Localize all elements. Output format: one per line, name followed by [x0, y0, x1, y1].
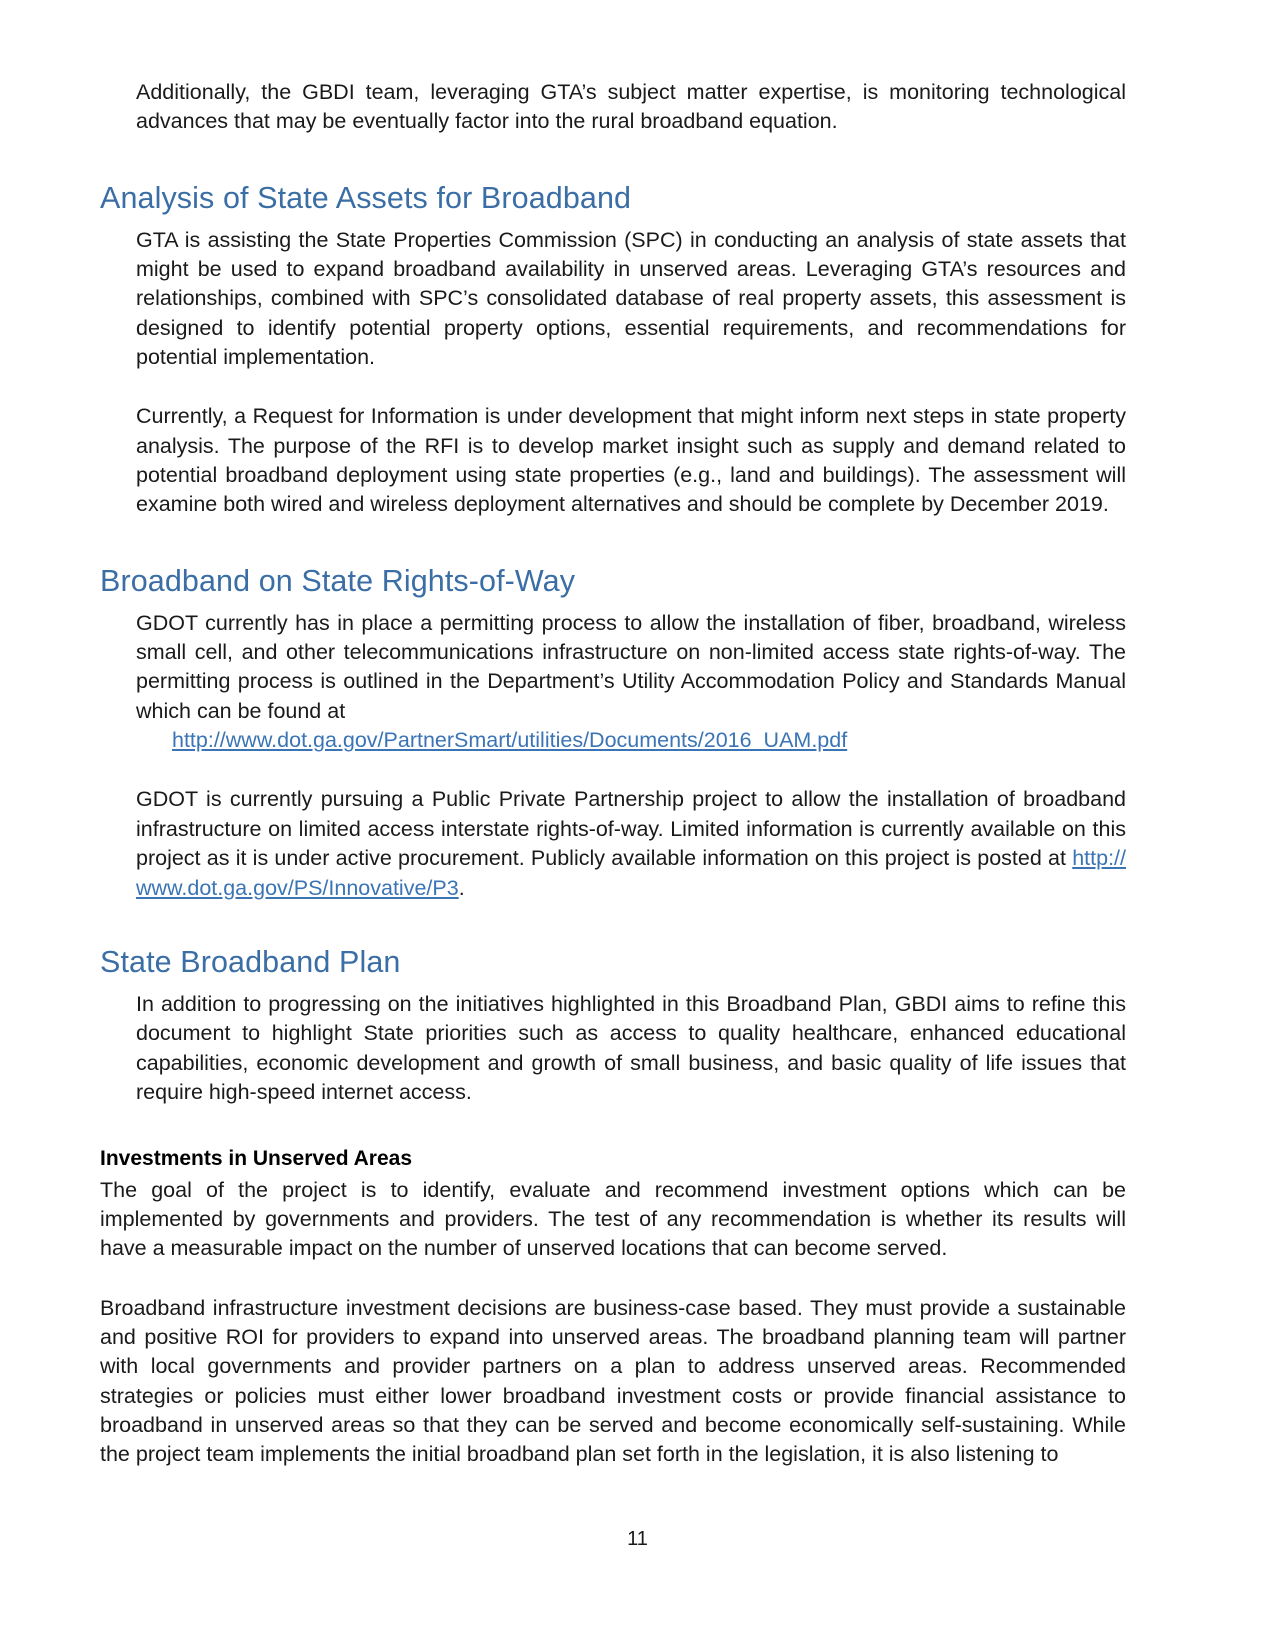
investments-paragraph-2: Broadband infrastructure investment decisions are business-case based. They must provide a sustainable and positive ROI for providers to expand into unserved areas. The broadband planning team will partner with local governments and provider partners on a plan to address unserved areas. Recommended strategies or policies must either lower broadband investment costs or provide financial assistance to broadband in unserved areas so that they can be served and become economically self-sustaining. While the project team implements the initial broadband plan set forth in the legislation, it is also listening to [100, 1295, 1126, 1467]
subheading-text: Investments in Unserved Areas [100, 1147, 413, 1171]
page-content [100, 78, 1126, 1470]
intro-paragraph: Additionally, the GBDI team, leveraging GTA’s subject matter expertise, is monitoring technological advances that may be eventually factor into the rural broadband equation. [136, 80, 1126, 134]
gdot-p3-project-link[interactable]: http://www.dot.ga.gov/PS/Innovative/P3 [136, 846, 1126, 900]
section-heading-state-broadband-plan [100, 945, 1126, 981]
page-number-footer: 11 [627, 1528, 648, 1550]
heading-text: Analysis of State Assets for Broadband [100, 180, 632, 215]
investments-paragraph-1: The goal of the project is to identify, evaluate and recommend investment options which can be implemented by governments and providers. The test of any recommendation is whether its results will have a measurable impact on the number of unserved locations that can become served. [100, 1177, 1126, 1261]
rights-of-way-paragraph-2 [136, 785, 1126, 902]
subsection-heading-investments-in-unserved-areas [100, 1145, 1126, 1172]
state-broadband-plan-paragraph-1: In addition to progressing on the initiatives highlighted in this Broadband Plan, GBDI aims to refine this document to highlight State priorities such as access to quality healthcare, enhanced educational capabilities, economic development and growth of small business, and basic quality of life issues that require high-speed internet access. [136, 991, 1126, 1104]
rights-of-way-paragraph-2-tail: . [458, 875, 465, 900]
paragraph-spacer [100, 372, 1126, 402]
paragraph-spacer [100, 1264, 1126, 1294]
heading-text: State Broadband Plan [100, 944, 401, 979]
rights-of-way-paragraph-1: GDOT currently has in place a permitting process to allow the installation of fiber, broadband, wireless small cell, and other telecommunications infrastructure on non-limited access state rights-of-way. The permitting process is outlined in the Department’s Utility Accommodation Policy and Standards Manual which can be found at [136, 610, 1126, 723]
heading-text: Broadband on State Rights-of-Way [100, 563, 576, 598]
analysis-paragraph-1: GTA is assisting the State Properties Commission (SPC) in conducting an analysis of state assets that might be used to expand broadband availability in unserved areas. Leveraging GTA’s resources and relationships, combined with SPC’s consolidated database of real property assets, this assessment is designed to identify potential property options, essential requirements, and recommendations for potential implementation. [136, 227, 1126, 370]
section-heading-broadband-on-state-rights-of-way [100, 564, 1126, 600]
link-1-container [136, 726, 1126, 755]
section-heading-analysis-of-state-assets [100, 181, 1126, 217]
utility-accommodation-manual-link[interactable]: http://www.dot.ga.gov/PartnerSmart/utilities/Documents/2016_UAM.pdf [172, 728, 848, 753]
analysis-paragraph-2: Currently, a Request for Information is under development that might inform next steps in state property analysis. The purpose of the RFI is to develop market insight such as supply and demand related to potential broadband deployment using state properties (e.g., land and buildings). The assessment will examine both wired and wireless deployment alternatives and should be complete by December 2019. [136, 404, 1126, 517]
rights-of-way-paragraph-2-text: GDOT is currently pursuing a Public Private Partnership project to allow the installation of broadband infrastructure on limited access interstate rights-of-way. Limited information is currently available on this project as it is under active procurement. Publicly available information on this project is posted at [136, 787, 1126, 871]
paragraph-spacer [100, 755, 1126, 785]
